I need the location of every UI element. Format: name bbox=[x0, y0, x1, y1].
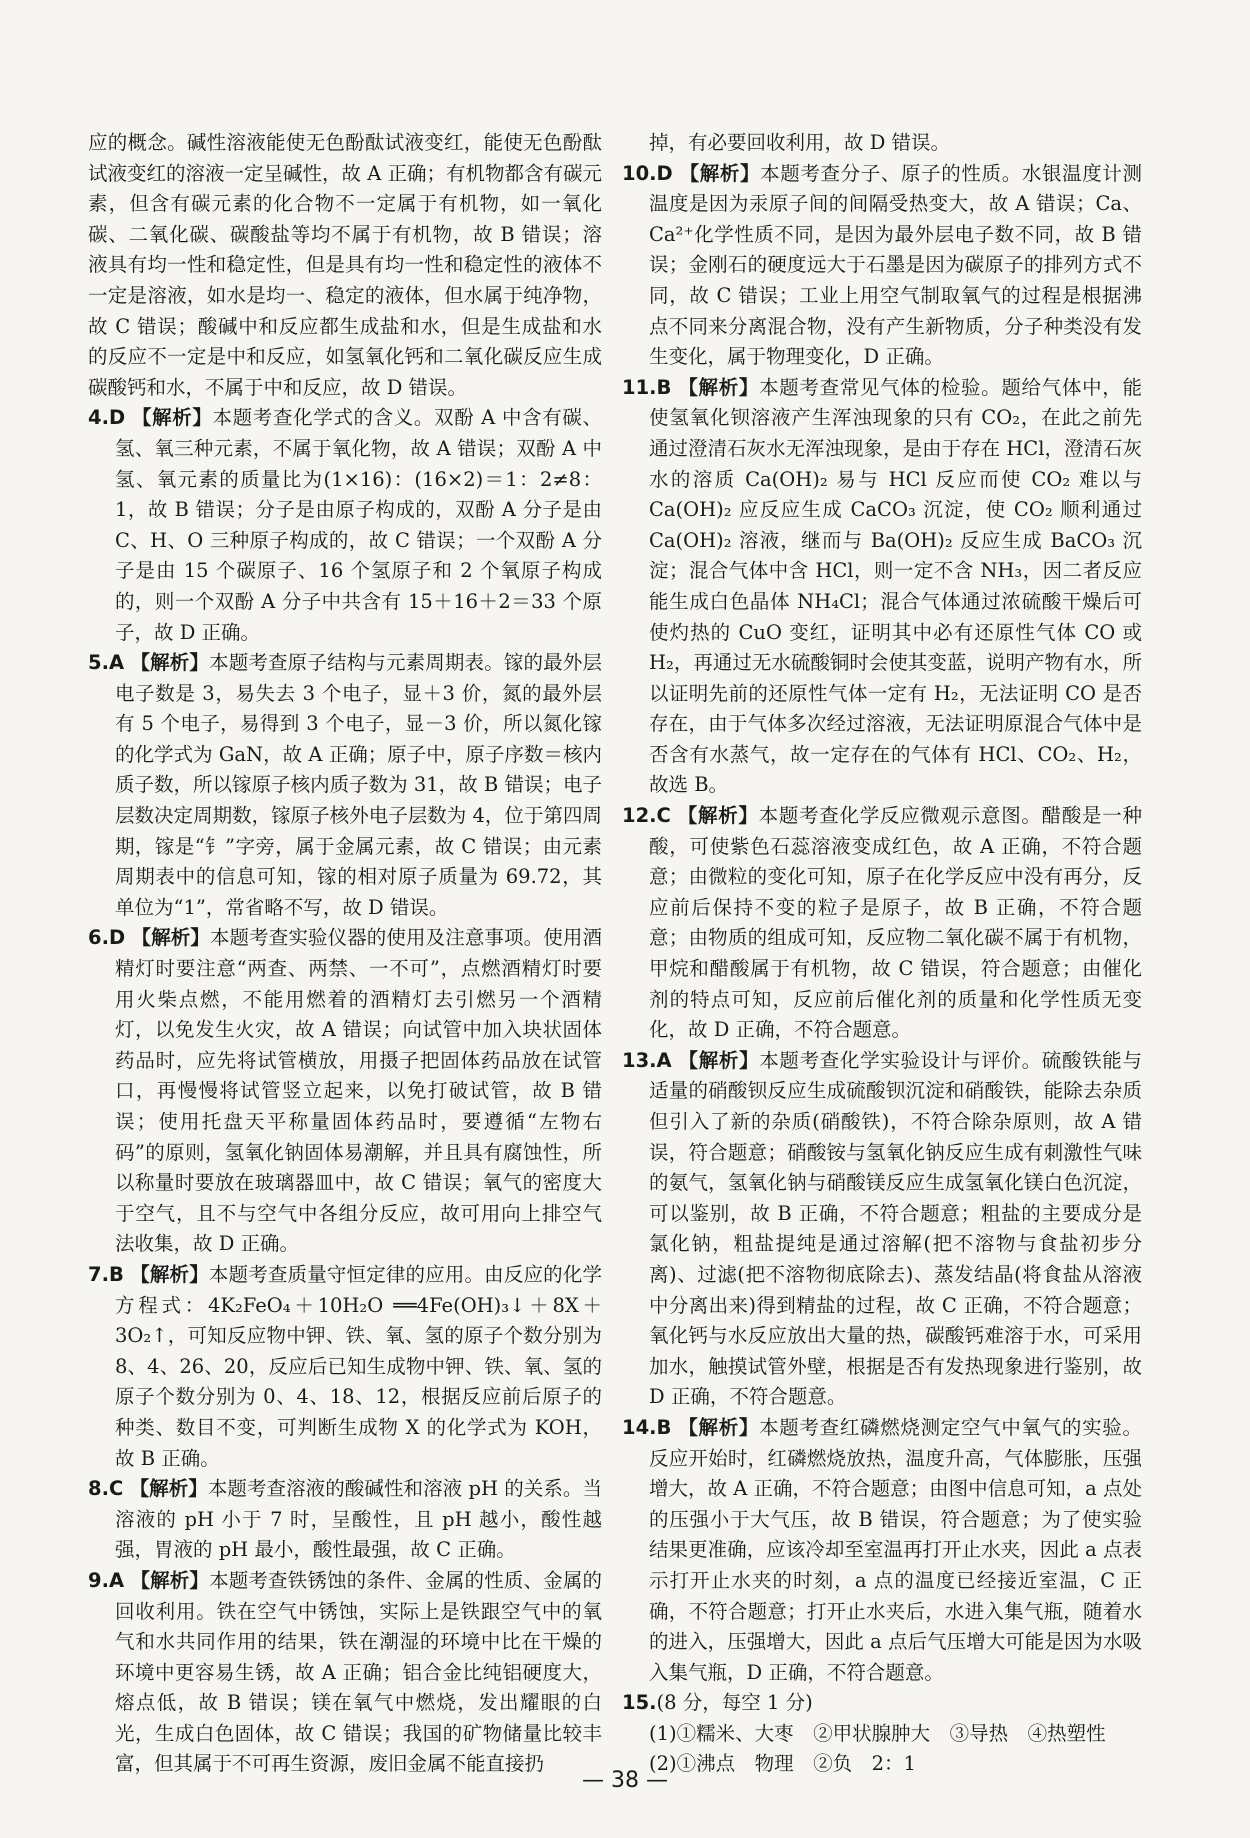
answer-item-14: 14.B 【解析】本题考查红磷燃烧测定空气中氧气的实验。反应开始时，红磷燃烧放热，温度升高，气体膨胀，压强增大，故 A 正确，不符合题意；由图中信息可知，a 点处的压强小于大气压，故 B 错误，符合题意；为了使实验结果更准确，应该冷却至室温再打开止水夹，因此 a 点表示打开止水夹的时刻，a 点的温度已经接近室温，C 正确，不符合题意；打开止水夹后，水进入集气瓶，随着水的进入，压强增大，因此 a 点后气压增大可能是因为水吸入集气瓶，D 正确，不符合题意。 bbox=[622, 1415, 1142, 1684]
answer-item-13: 13.A 【解析】本题考查化学实验设计与评价。硫酸铁能与适量的硝酸钡反应生成硫酸钡沉淀和硝酸铁，能除去杂质但引入了新的杂质(硝酸铁)，不符合除杂原则，故 A 错误，符合题意；硝酸铵与氢氧化钠反应生成有刺激性气味的氨气，氢氧化钠与硝酸镁反应生成氢氧化镁白色沉淀，可以鉴别，故 B 正确，不符合题意；粗盐的主要成分是氯化钠，粗盐提纯是通过溶解(把不溶物与食盐初步分离)、过滤(把不溶物彻底除去)、蒸发结晶(将食盐从溶液中分离出来)得到精盐的过程，故 C 正确，不符合题意；氧化钙与水反应放出大量的热，碳酸钙难溶于水，可采用加水，触摸试管外壁，根据是否有发热现象进行鉴别，故 D 正确，不符合题意。 bbox=[622, 1048, 1142, 1409]
answer-item-6: 6.D 【解析】本题考查实验仪器的使用及注意事项。使用酒精灯时要注意“两查、两禁、一不可”，点燃酒精灯时要用火柴点燃，不能用燃着的酒精灯去引燃另一个酒精灯，以免发生火灾，故 A 错误；向试管中加入块状固体药品时，应先将试管横放，用摄子把固体药品放在试管口，再慢慢将试管竖立起来，以免打破试管，故 B 错误；使用托盘天平称量固体药品时，要遵循“左物右码”的原则，氢氧化钠固体易潮解，并且具有腐蚀性，所以称量时要放在玻璃器皿中，故 C 错误；氧气的密度大于空气，且不与空气中各组分反应，故可用向上排空气法收集，故 D 正确。 bbox=[88, 926, 602, 1256]
answer-item-11: 11.B 【解析】本题考查常见气体的检验。题给气体中，能使氢氧化钡溶液产生浑浊现象的只有 CO₂，在此之前先通过澄清石灰水无浑浊现象，是由于存在 HCl，澄清石灰水的溶质 Ca(OH)₂ 易与 HCl 反应而使 CO₂ 难以与 Ca(OH)₂ 应反应生成 CaCO₃ 沉淀，使 CO₂ 顺利通过 Ca(OH)₂ 溶液，继而与 Ba(OH)₂ 反应生成 BaCO₃ 沉淀；混合气体中含 HCl，则一定不含 NH₃，因二者反应能生成白色晶体 NH₄Cl；混合气体通过浓硫酸干燥后可使灼热的 CuO 变红，证明其中必有还原性气体 CO 或 H₂，再通过无水硫酸铜时会使其变蓝，说明产物有水，所以证明先前的还原性气体一定有 H₂，无法证明 CO 是否存在，由于气体多次经过溶液，无法证明原混合气体中是否含有水蒸气，故一定存在的气体有 HCl、CO₂、H₂，故选 B。 bbox=[622, 375, 1142, 797]
intro-paragraph: 应的概念。碱性溶液能使无色酚酞试液变红，能使无色酚酞试液变红的溶液一定呈碱性，故 A 正确；有机物都含有碳元素，但含有碳元素的化合物不一定属于有机物，如一氧化碳、二氧化碳、碳酸盐等均不属于有机物，故 B 错误；溶液具有均一性和稳定性，但是具有均一性和稳定性的液体不一定是溶液，如水是均一、稳定的液体，但水属于纯净物，故 C 错误；酸碱中和反应都生成盐和水，但是生成盐和水的反应不一定是中和反应，如氢氧化钙和二氧化碳反应生成碳酸钙和水，不属于中和反应，故 D 错误。 bbox=[88, 131, 602, 399]
q15-part-1: (1)①糯米、大枣 ②甲状腺肿大 ③导热 ④热塑性 bbox=[649, 1721, 1106, 1745]
answer-item-5: 5.A 【解析】本题考查原子结构与元素周期表。镓的最外层电子数是 3，易失去 3 个电子，显＋3 价，氮的最外层有 5 个电子，易得到 3 个电子，显－3 价，所以氮化镓的化学式为 GaN，故 A 正确；原子中，原子序数＝核内质子数，所以镓原子核内质子数为 31，故 B 错误；电子层数决定周期数，镓原子核外电子层数为 4，位于第四周期，镓是“钅”字旁，属于金属元素，故 C 错误；由元素周期表中的信息可知，镓的相对原子质量为 69.72，其单位为“1”，常省略不写，故 D 错误。 bbox=[88, 651, 602, 919]
right-column bbox=[622, 128, 1142, 1780]
q15-part-2: (2)①沸点 物理 ②负 2：1 bbox=[649, 1752, 916, 1776]
answer-item-7: 7.B 【解析】本题考查质量守恒定律的应用。由反应的化学方程式：4K₂FeO₄＋10H₂O ══4Fe(OH)₃↓＋8X＋3O₂↑，可知反应物中钾、铁、氧、氢的原子个数分别为 8、4、26、20，反应后已知生成物中钾、铁、氧、氢的原子个数分别为 0、4、18、12，根据反应前后原子的种类、数目不变，可判断生成物 X 的化学式为 KOH，故 B 正确。 bbox=[88, 1262, 602, 1470]
answer-item-4: 4.D 【解析】本题考查化学式的含义。双酚 A 中含有碳、氢、氧三种元素，不属于氧化物，故 A 错误；双酚 A 中氢、氧元素的质量比为(1×16)：(16×2)＝1：2≠8：1，故 B 错误；分子是由原子构成的，双酚 A 分子是由 C、H、O 三种原子构成的，故 C 错误；一个双酚 A 分子是由 15 个碳原子、16 个氢原子和 2 个氧原子构成的，则一个双酚 A 分子中共含有 15＋16＋2＝33 个原子，故 D 正确。 bbox=[88, 406, 603, 644]
answer-item-12: 12.C 【解析】本题考查化学反应微观示意图。醋酸是一种酸，可使紫色石蕊溶液变成红色，故 A 正确，不符合题意；由微粒的变化可知，原子在化学反应中没有再分，反应前后保持不变的粒子是原子，故 B 正确，不符合题意；由物质的组成可知，反应物二氧化碳不属于有机物，甲烷和醋酸属于有机物，故 C 错误，符合题意；由催化剂的特点可知，反应前后催化剂的质量和化学性质无变化，故 D 正确，不符合题意。 bbox=[622, 804, 1142, 1042]
answer-item-8: 8.C 【解析】本题考查溶液的酸碱性和溶液 pH 的关系。当溶液的 pH 小于 7 时，呈酸性，且 pH 越小，酸性越强，胃液的 pH 最小，酸性最强，故 C 正确。 bbox=[88, 1477, 602, 1562]
continuation-text: 掉，有必要回收利用，故 D 错误。 bbox=[649, 131, 951, 154]
answer-item-15: 15.(8 分，每空 1 分) bbox=[622, 1691, 813, 1715]
answer-item-10: 10.D 【解析】本题考查分子、原子的性质。水银温度计测温度是因为汞原子间的间隔受热变大，故 A 错误；Ca、Ca²⁺化学性质不同，是因为最外层电子数不同，故 B 错误；金刚石的硬度远大于石墨是因为碳原子的排列方式不同，故 C 错误；工业上用空气制取氧气的过程是根据沸点不同来分离混合物，没有产生新物质，分子种类没有发生变化，属于物理变化，D 正确。 bbox=[622, 161, 1142, 369]
answer-item-9: 9.A 【解析】本题考查铁锈蚀的条件、金属的性质、金属的回收利用。铁在空气中锈蚀，实际上是铁跟空气中的氧气和水共同作用的结果，铁在潮湿的环境中比在干燥的环境中更容易生锈，故 A 正确；铝合金比纯铝硬度大，熔点低，故 B 错误；镁在氧气中燃烧，发出耀眼的白光，生成白色固体，故 C 错误；我国的矿物储量比较丰富，但其属于不可再生资源，废旧金属不能直接扔 bbox=[88, 1568, 602, 1776]
page-number: — 38 — bbox=[582, 1768, 668, 1793]
left-column bbox=[88, 128, 602, 1780]
